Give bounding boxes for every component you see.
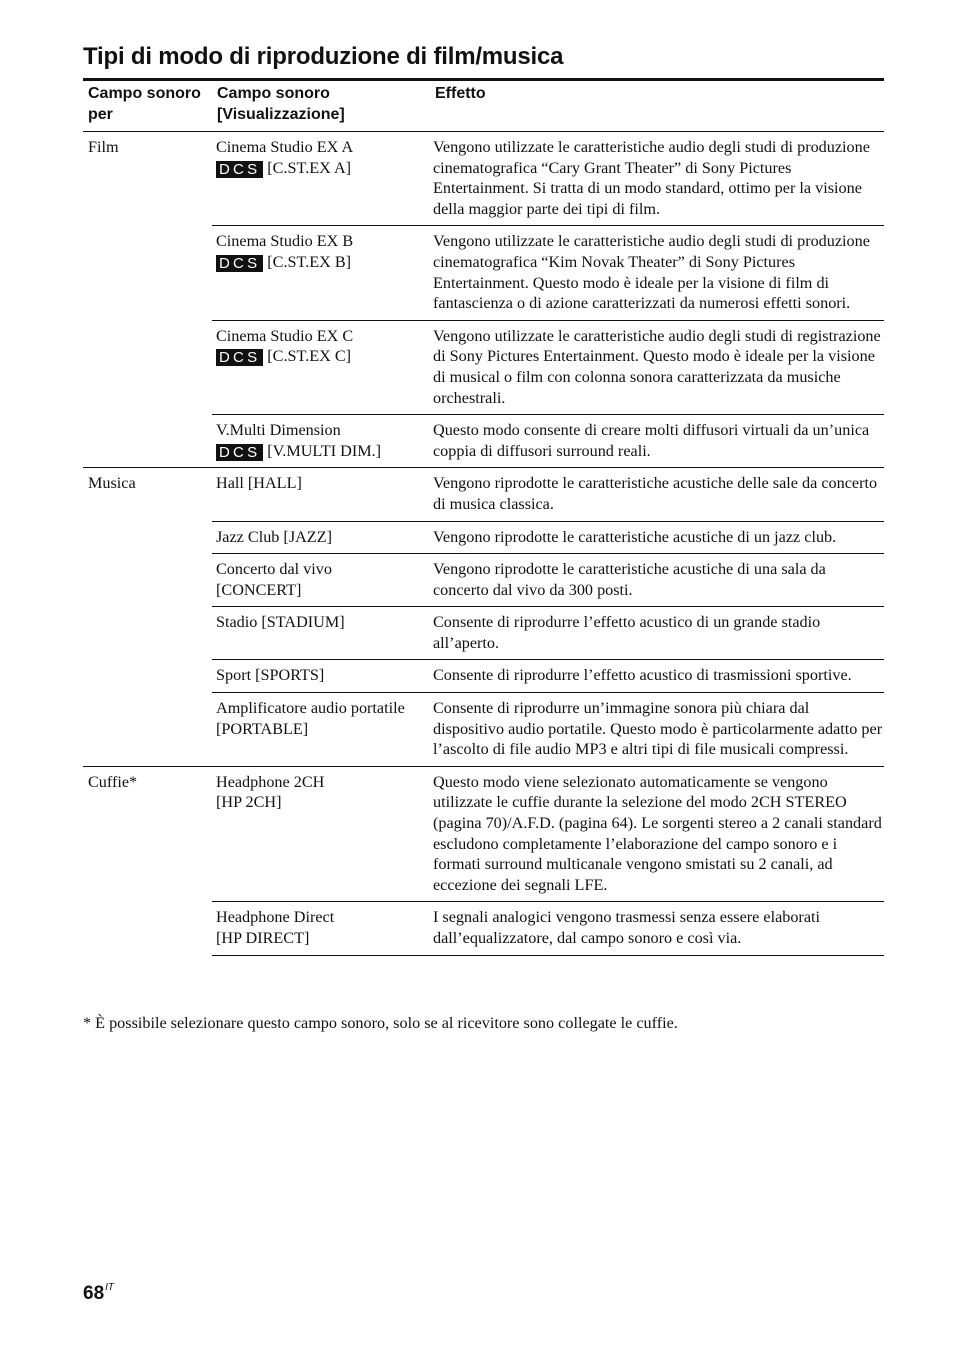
sound-field-cell [212,320,430,414]
sound-field-name: Concerto dal vivo [216,560,332,579]
table-row [83,766,884,902]
display-indicator: [HP DIRECT] [216,929,310,947]
dcs-badge: DCS [216,444,263,461]
display-line [216,346,428,367]
effect-cell: Consente di riprodurre l’effetto acustico di trasmissioni sportive. [430,660,884,693]
sound-field-cell [212,415,430,468]
sound-field-cell [212,226,430,320]
display-indicator: [V.MULTI DIM.] [267,441,382,460]
header-category: Campo sonoro per [83,81,212,132]
sound-field-cell [212,766,430,902]
sound-field-cell [212,902,430,955]
effect-cell: Vengono riprodotte le caratteristiche acustiche delle sale da concerto di musica classica. [430,468,884,521]
sound-field-table [83,81,884,956]
page-number-value: 68 [83,1283,105,1304]
dcs-badge: DCS [216,161,263,178]
page-number [83,1282,114,1305]
header-effect: Effetto [430,81,884,132]
sound-field-cell [212,132,430,226]
sound-field-name: Headphone Direct [216,908,335,927]
page-language-suffix: IT [105,1282,115,1293]
sound-field-cell [212,660,430,693]
sound-field-name: Cinema Studio EX C [216,326,354,345]
sound-field-name: V.Multi Dimension [216,421,341,440]
sound-field-name: Cinema Studio EX A [216,138,354,156]
display-line [216,580,428,601]
display-line [216,928,428,949]
header-sound-field: Campo sonoro [Visualizzazione] [212,81,430,132]
table-row [83,468,884,521]
table-row [83,132,884,226]
sound-field-name: Amplificatore audio portatile [216,699,405,718]
display-indicator: [C.ST.EX B] [267,252,352,271]
effect-cell: Vengono utilizzate le caratteristiche audio degli studi di registrazione di Sony Pictures Entertainment. Questo modo è ideale per la visione di musical o film con colonna sonora caratterizzata da musiche orchestrali. [430,320,884,414]
sound-field-name: Sport [SPORTS] [216,666,325,685]
display-line [216,719,428,740]
sound-field-name: Cinema Studio EX B [216,232,354,251]
display-indicator: [PORTABLE] [216,719,309,738]
sound-field-cell [212,554,430,607]
sound-field-cell [212,607,430,660]
footnote: * È possibile selezionare questo campo sonoro, solo se al ricevitore sono collegate le cuffie. [83,1014,678,1032]
sound-field-name: Stadio [STADIUM] [216,613,345,632]
effect-cell: Vengono utilizzate le caratteristiche audio degli studi di produzione cinematografica “Cary Grant Theater” di Sony Pictures Entertainment. Si tratta di un modo standard, ottimo per la visione della maggior parte dei tipi di film. [430,132,884,226]
effect-cell: Questo modo viene selezionato automaticamente se vengono utilizzate le cuffie durante la selezione del modo 2CH STEREO (pagina 70)/A.F.D. (pagina 64). Le sorgenti stereo a 2 canali standard escludono completamente l’elaborazione del campo sonoro e i formati surround multicanale vengono smistati su 2 canali, ad eccezione dei segnali LFE. [430,766,884,902]
page-title: Tipi di modo di riproduzione di film/musica [83,43,564,70]
display-line [216,252,428,273]
effect-cell: Vengono riprodotte le caratteristiche acustiche di un jazz club. [430,521,884,554]
effect-cell: Vengono riprodotte le caratteristiche acustiche di una sala da concerto dal vivo da 300 posti. [430,554,884,607]
display-indicator: [HP 2CH] [216,793,282,812]
sound-field-name: Hall [HALL] [216,474,302,493]
sound-field-cell [212,521,430,554]
display-indicator: [C.ST.EX C] [267,347,352,366]
sound-field-name: Headphone 2CH [216,772,325,791]
category-cell: Film [83,132,212,468]
display-line [216,441,428,462]
display-line [216,158,428,179]
display-indicator: [CONCERT] [216,580,302,599]
dcs-badge: DCS [216,349,263,366]
table-body [83,132,884,956]
effect-cell: Vengono utilizzate le caratteristiche audio degli studi di produzione cinematografica “Kim Novak Theater” di Sony Pictures Entertainment. Questo modo è ideale per la visione di film di fantascienza o di azione caratterizzati da numerosi effetti sonori. [430,226,884,320]
table-header-row [83,81,884,132]
display-indicator: [C.ST.EX A] [267,158,352,177]
sound-field-cell [212,468,430,521]
effect-cell: Consente di riprodurre un’immagine sonora più chiara dal dispositivo audio portatile. Questo modo è particolarmente adatto per l’ascolto di file audio MP3 e altri tipi di file musicali compressi. [430,693,884,767]
effect-cell: Questo modo consente di creare molti diffusori virtuali da un’unica coppia di diffusori surround reali. [430,415,884,468]
effect-cell: Consente di riprodurre l’effetto acustico di un grande stadio all’aperto. [430,607,884,660]
category-cell: Cuffie* [83,766,212,955]
sound-field-name: Jazz Club [JAZZ] [216,527,332,546]
display-line [216,792,428,813]
sound-field-cell [212,693,430,767]
category-cell: Musica [83,468,212,767]
effect-cell: I segnali analogici vengono trasmessi senza essere elaborati dall’equalizzatore, dal campo sonoro e così via. [430,902,884,955]
dcs-badge: DCS [216,255,263,272]
